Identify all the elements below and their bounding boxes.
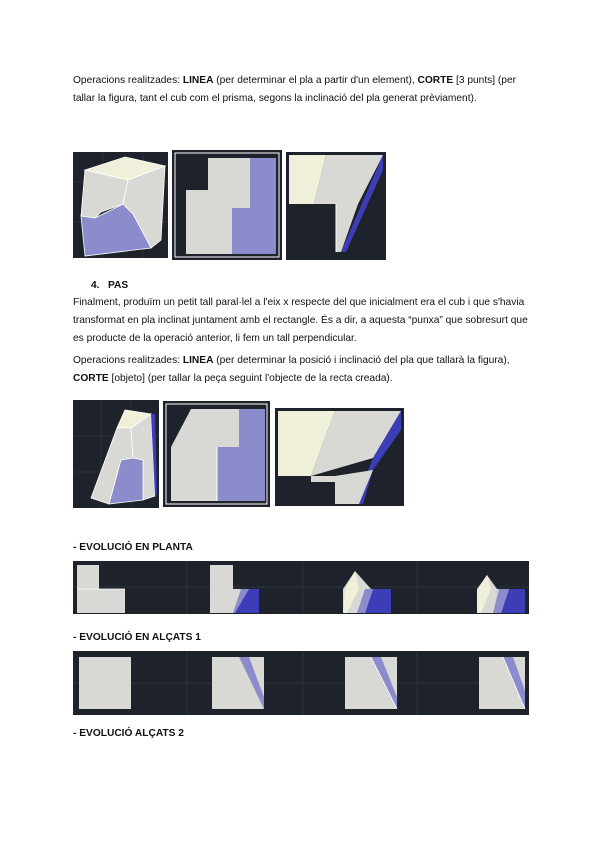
keyword-corte: CORTE: [73, 373, 109, 384]
step4-elevation-image: [275, 408, 404, 506]
section-heading-planta: - EVOLUCIÓ EN PLANTA: [73, 542, 193, 553]
operations-paragraph-1: [73, 72, 533, 108]
step-number: 4.: [91, 280, 100, 291]
step3-perspective-image: [73, 152, 168, 258]
step-title: PAS: [108, 280, 129, 291]
step-heading: [91, 280, 128, 291]
operations-paragraph-2: [73, 352, 533, 388]
step4-plan-image: [163, 401, 270, 507]
keyword-linea: LINEA: [182, 355, 214, 366]
section-heading-alcats-1: - EVOLUCIÓ EN ALÇATS 1: [73, 632, 201, 643]
step3-elevation-image: [286, 152, 386, 260]
text-lead: Operacions realitzades:: [73, 355, 183, 366]
evolution-elevation-strip: [73, 651, 529, 715]
description-paragraph: Finalment, produïm un petit tall paral·lel a l'eix x respecte del que inicialment era el cub i que s'havia transformat en pla inclinat juntament amb el rectangle. És a dir, a aquesta “punxa” que sobresurt que es producte de la operació anterior, li fem un tall perpendicular.: [73, 297, 528, 344]
step3-plan-image: [172, 150, 282, 260]
keyword-corte: CORTE: [417, 75, 454, 86]
keyword-linea: LINEA: [182, 75, 214, 86]
section-heading-alcats-2: - EVOLUCIÓ ALÇATS 2: [73, 728, 184, 739]
text-part: (per determinar el pla a partir d'un element),: [213, 75, 418, 86]
text-part: (per determinar la posició i inclinació del pla que tallarà la figura),: [213, 355, 510, 366]
text-part: [objeto] (per tallar la peça seguint l'objecte de la recta creada).: [108, 373, 393, 384]
step4-perspective-image: [73, 400, 159, 508]
evolution-plan-strip: [73, 561, 529, 614]
text-part: [3 punts] (per tallar la figura, tant el cub com el prisma, segons la inclinació del pla generat prèviament).: [73, 75, 517, 104]
text-lead: Operacions realitzades:: [73, 75, 183, 86]
